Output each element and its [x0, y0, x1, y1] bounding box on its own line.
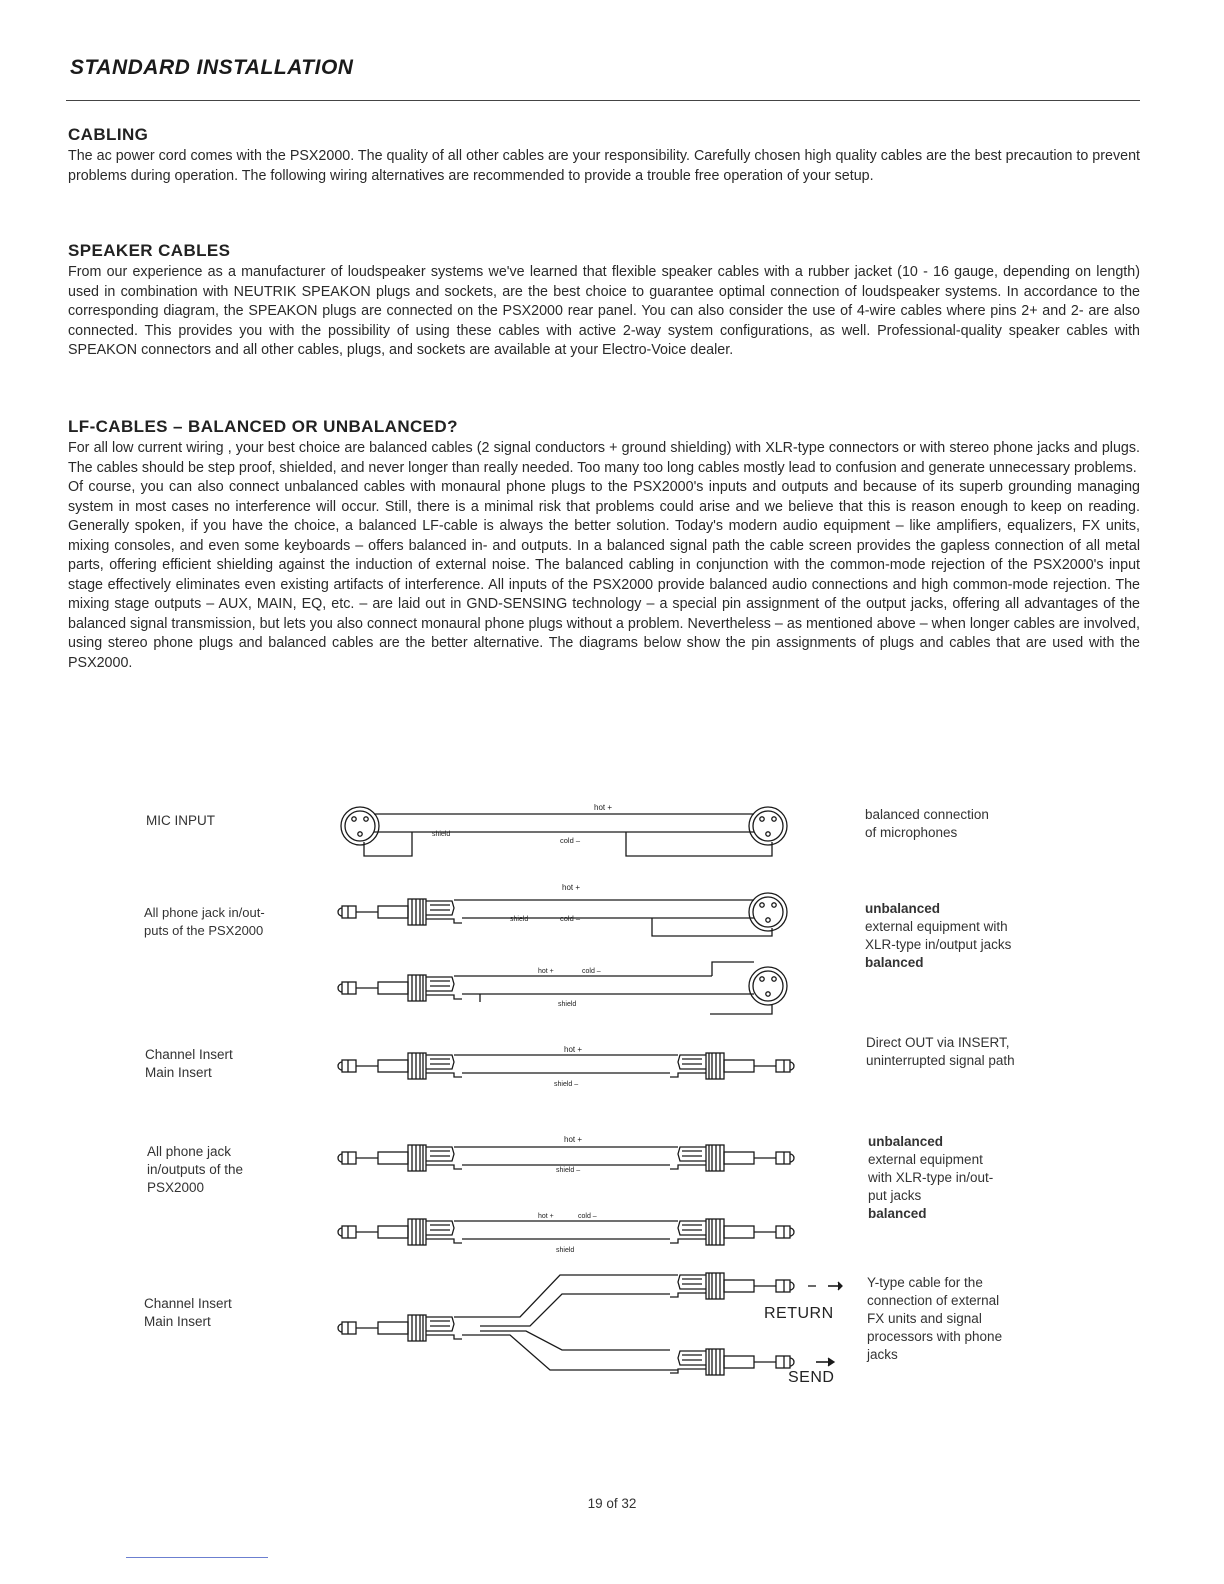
- wire-label: cold –: [578, 1213, 597, 1220]
- label-phone-jack-1: [144, 904, 265, 940]
- desc-line: put jacks: [868, 1188, 922, 1203]
- page-number: 19 of 32: [587, 1496, 637, 1511]
- label-channel-insert-2: [144, 1295, 232, 1331]
- desc-bold: unbalanced: [865, 901, 941, 916]
- wire-label: shield –: [554, 1081, 579, 1088]
- label-mic-input: MIC INPUT: [146, 813, 215, 828]
- bottom-accent-line: [126, 1557, 268, 1558]
- desc-line: processors with phone: [867, 1329, 1003, 1344]
- diagram-mic-input: [341, 803, 787, 856]
- desc-line: jacks: [867, 1347, 898, 1362]
- label-line: in/outputs of the: [147, 1162, 244, 1177]
- diagram-phone-phone-unbalanced: [338, 1135, 794, 1174]
- lf-cables-body: [68, 439, 1140, 673]
- label-line: All phone jack: [147, 1144, 232, 1159]
- desc-line: balanced connection: [865, 807, 989, 822]
- desc-xlr-group: [865, 900, 1035, 972]
- desc-line: XLR-type in/output jacks: [865, 937, 1012, 952]
- return-label: RETURN: [764, 1305, 834, 1322]
- label-line: All phone jack in/out-: [144, 905, 265, 920]
- label-line: puts of the PSX2000: [144, 923, 264, 938]
- wire-label: hot +: [562, 883, 581, 892]
- desc-line: uninterrupted signal path: [866, 1053, 1015, 1068]
- wire-label: hot +: [538, 1213, 554, 1220]
- wire-label: shield: [510, 916, 529, 923]
- wire-label: cold –: [582, 968, 601, 975]
- desc-line: of microphones: [865, 825, 958, 840]
- desc-bold: balanced: [868, 1206, 927, 1221]
- wire-label: shield: [558, 1001, 577, 1008]
- label-line: Channel Insert: [145, 1047, 233, 1062]
- desc-line: FX units and signal: [867, 1311, 982, 1326]
- label-line: Main Insert: [145, 1065, 212, 1080]
- wire-label: hot +: [594, 803, 613, 812]
- wire-label: cold –: [560, 836, 581, 845]
- diagram-phone-xlr-unbalanced: [338, 883, 787, 936]
- wire-label: hot +: [564, 1045, 583, 1054]
- diagram-phone-phone-balanced: [338, 1213, 794, 1254]
- wiring-diagrams: [330, 790, 850, 1400]
- wire-label: shield –: [556, 1167, 581, 1174]
- desc-line: Y-type cable for the: [867, 1275, 983, 1290]
- speaker-cables-heading: SPEAKER CABLES: [68, 241, 231, 260]
- desc-phone-group: [868, 1133, 1038, 1223]
- wire-label: shield: [556, 1247, 575, 1254]
- label-channel-insert-1: [145, 1046, 233, 1082]
- desc-line: external equipment with: [865, 919, 1008, 934]
- label-line: Channel Insert: [144, 1296, 232, 1311]
- desc-direct-out: [866, 1034, 1046, 1070]
- page-header: STANDARD INSTALLATION: [70, 56, 354, 79]
- diagram-phone-xlr-balanced: [338, 962, 787, 1014]
- desc-bold: balanced: [865, 955, 924, 970]
- label-phone-jack-2: [147, 1143, 243, 1197]
- cabling-heading: CABLING: [68, 125, 149, 144]
- wire-label: shield: [432, 831, 451, 838]
- lf-cables-heading: LF-CABLES – BALANCED OR UNBALANCED?: [68, 417, 458, 436]
- send-label: SEND: [788, 1369, 835, 1386]
- label-line: Main Insert: [144, 1314, 211, 1329]
- speaker-cables-paragraph: From our experience as a manufacturer of loudspeaker systems we've learned that flexible speaker cables with a rubber jacket (10 - 16 gauge, depending on length) used in combination with NEUTRIK SPEAKON plugs and sockets, are the best choice to guarantee optimal connection of loudspeaker systems. In accordance to the corresponding diagram, the SPEAKON plugs are connected on the PSX2000 rear panel. You can also consider the use of 4-wire cables where pins 2+ and 2- are also connected. This provides you with the possibility of using these cables with active 2-way system configurations, as well. Professional-quality speaker cables with SPEAKON connectors and all other cables, plugs, and sockets are available at your Electro-Voice dealer.: [68, 264, 1140, 358]
- label-line: PSX2000: [147, 1180, 205, 1195]
- desc-y-cable: [867, 1274, 1037, 1364]
- diagram-y-cable: [338, 1273, 842, 1386]
- desc-line: with XLR-type in/out-: [868, 1170, 994, 1185]
- lf-cables-paragraph-1: For all low current wiring , your best choice are balanced cables (2 signal conductors + ground shielding) with XLR-type connectors or with stereo phone jacks and plugs. The cables should be step proof, shielded, and never longer than really needed. Too many too long cables mostly lead to confusion and generate unnecessary problems.: [68, 440, 1140, 476]
- header-rule: [66, 100, 1140, 101]
- wire-label: hot +: [564, 1135, 583, 1144]
- wire-label: hot +: [538, 968, 554, 975]
- desc-mic: [865, 806, 1035, 842]
- cabling-body: [68, 147, 1140, 186]
- lf-cables-paragraph-2: Of course, you can also connect unbalanced cables with monaural phone plugs to the PSX2000's inputs and outputs and because of its superb grounding managing system in most cases no interference will occur. Still, there is a minimal risk that problems could arise and we believe that this is reason enough to keep on reading. Generally spoken, if you have the choice, a balanced LF-cable is always the better solution. Today's modern audio equipment – like amplifiers, equalizers, FX units, mixing consoles, and even some keyboards – offers balanced in- and outputs. In a balanced signal path the cable screen provides the gapless connection of all metal parts, offering efficient shielding against the induction of external noise. The balanced cabling in conjunction with the common-mode rejection of the PSX2000's input stage effectively eliminates even existing artifacts of interference. All inputs of the PSX2000 provide balanced audio connections and high common-mode rejection. The mixing stage outputs – AUX, MAIN, EQ, etc. – are laid out in GND-SENSING technology – a special pin assignment of the output jacks, offering all advantages of the balanced signal transmission, but lets you also connect monaural phone plugs without a problem. Nevertheless – as mentioned above – when longer cables are involved, using stereo phone plugs and balanced cables are the better alternative. The diagrams below show the pin assignments of plugs and cables that are used with the PSX2000.: [68, 479, 1140, 671]
- desc-bold: unbalanced: [868, 1134, 944, 1149]
- speaker-cables-body: [68, 263, 1140, 361]
- diagram-insert-direct-out: [338, 1045, 794, 1088]
- desc-line: Direct OUT via INSERT,: [866, 1035, 1010, 1050]
- cabling-paragraph: The ac power cord comes with the PSX2000. The quality of all other cables are your responsibility. Carefully chosen high quality cables are the best precaution to prevent problems during operation. The following wiring alternatives are recommended to provide a trouble free operation of your setup.: [68, 148, 1140, 184]
- wire-label: cold –: [560, 914, 581, 923]
- desc-line: external equipment: [868, 1152, 983, 1167]
- desc-line: connection of external: [867, 1293, 1000, 1308]
